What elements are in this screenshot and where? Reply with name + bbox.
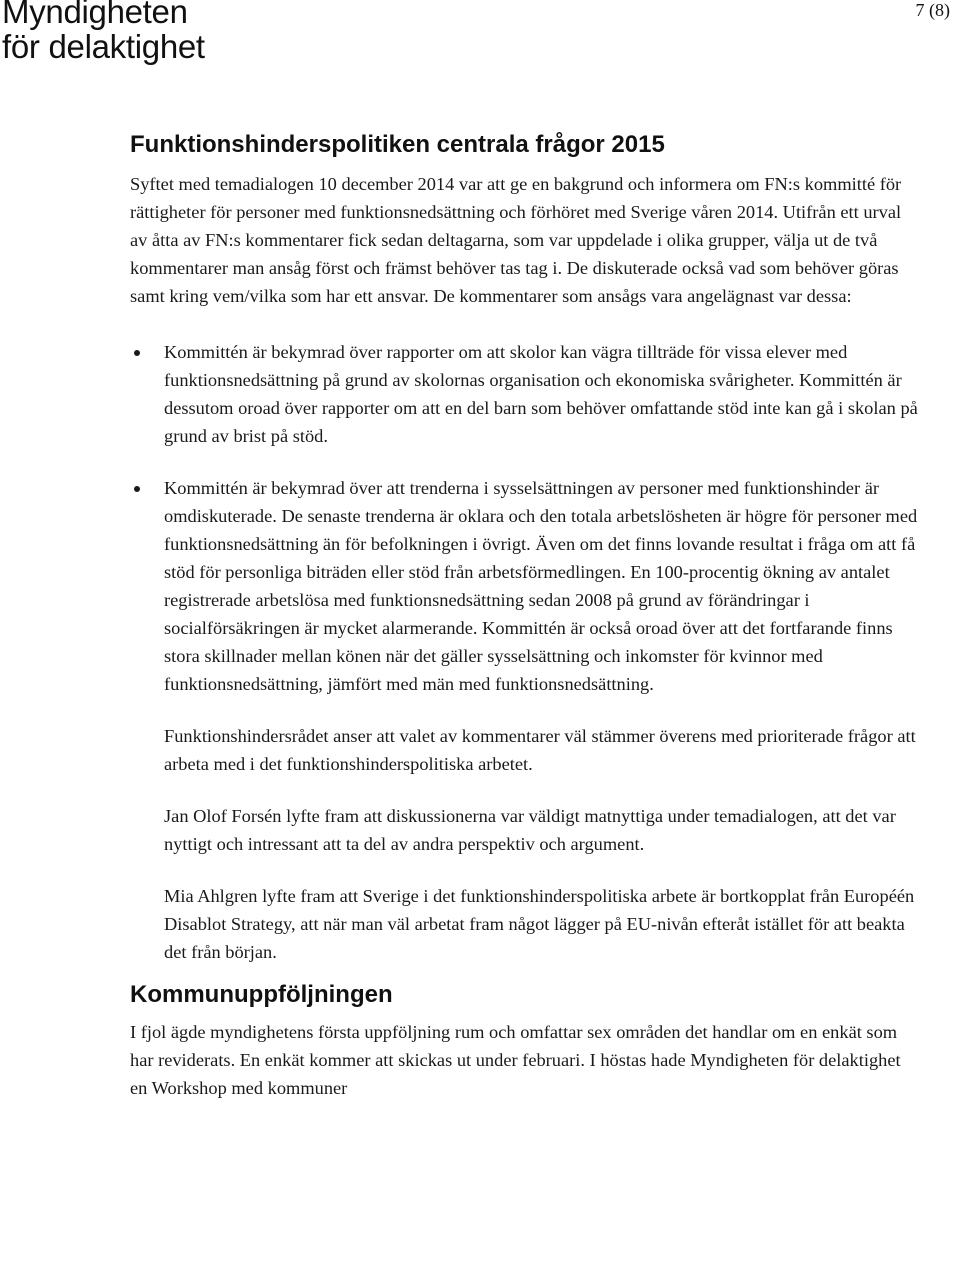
- forsen-paragraph: Jan Olof Forsén lyfte fram att diskussionerna var väldigt matnyttiga under temadialogen, att det var nyttigt och intressant att ta del av andra perspektiv och argument.: [164, 806, 896, 854]
- municipal-paragraph: I fjol ägde myndighetens första uppföljning rum och omfattar sex områden det handlar om en enkät som har reviderats. En enkät kommer att skickas ut under februari. I höstas hade Myndigheten för delaktighet en Workshop med kommuner: [130, 1022, 901, 1098]
- ahlgren-paragraph: Mia Ahlgren lyfte fram att Sverige i det funktionshinderspolitiska arbete är bortkopplat från Européén Disablot Strategy, att när man väl arbetat fram något lägger på EU-nivån efteråt istället för att beakta det från början.: [164, 886, 915, 962]
- document-body: [130, 130, 920, 1102]
- list-item: [130, 338, 920, 450]
- list-item-text: Kommittén är bekymrad över att trenderna i sysselsättningen av personer med funktionshinder är omdiskuterade. De senaste trenderna är oklara och den totala arbetslösheten är högre för personer med funktionsnedsättning än för befolkningen i övrigt. Även om det finns lovande resultat i fråga om att få stöd för personliga biträden eller stöd från arbetsförmedlingen. En 100-procentig ökning av antalet registrerade arbetslösa med funktionsnedsättning sedan 2008 på grund av förändringar i socialförsäkringen är mycket alarmerande. Kommittén är också oroad över att det fortfarande finns stora skillnader mellan könen när det gäller sysselsättning och inkomster för kvinnor med funktionsnedsättning, jämfört med män med funktionsnedsättning.: [164, 478, 918, 694]
- section-heading-policy: Funktionshinderspolitiken centrala frågor 2015: [130, 131, 665, 158]
- logo-line-1: Myndigheten: [2, 0, 188, 30]
- comment-list: [130, 338, 920, 698]
- logo-line-2: för delaktighet: [2, 28, 205, 65]
- list-item: [130, 474, 920, 698]
- council-paragraph: Funktionshindersrådet anser att valet av kommentarer väl stämmer överens med prioriterade frågor att arbeta med i det funktionshinderspolitiska arbetet.: [164, 726, 916, 774]
- section-heading-municipal: Kommunuppföljningen: [130, 981, 393, 1008]
- list-item-text: Kommittén är bekymrad över rapporter om att skolor kan vägra tillträde för vissa elever med funktionsnedsättning på grund av skolornas organisation och ekonomiska svårigheter. Kommittén är dessutom oroad över rapporter om att en del barn som behöver omfattande stöd inte kan gå i skolan på grund av brist på stöd.: [164, 342, 918, 446]
- bullet-icon: [134, 486, 140, 492]
- agency-logo: [2, 0, 205, 64]
- page-number: 7 (8): [915, 0, 950, 20]
- bullet-icon: [134, 350, 140, 356]
- intro-paragraph: Syftet med temadialogen 10 december 2014 var att ge en bakgrund och informera om FN:s kommitté för rättigheter för personer med funktionsnedsättning och förhöret med Sverige våren 2014. Utifrån ett urval av åtta av FN:s kommentarer fick sedan deltagarna, som var uppdelade i olika grupper, välja ut de två kommentarer man ansåg först och främst behöver tas tag i. De diskuterade också vad som behöver göras samt kring vem/vilka som har ett ansvar. De kommentarer som ansågs vara angelägnast var dessa:: [130, 174, 902, 306]
